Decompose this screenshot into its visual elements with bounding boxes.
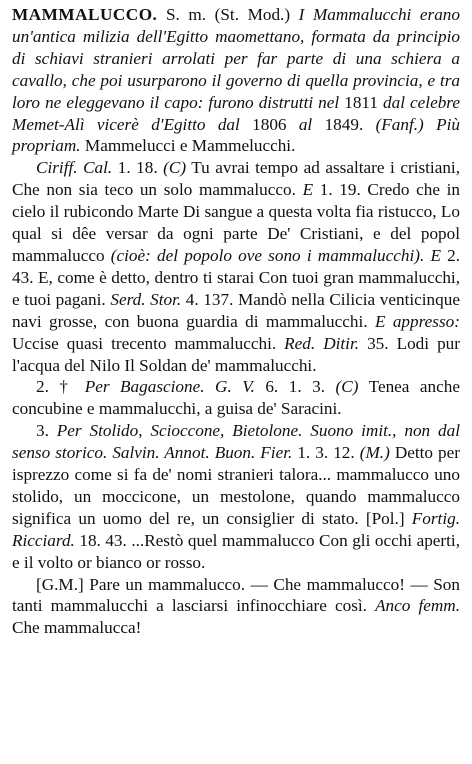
text-segment: Tenea anche concubine e mammalucchi, a guisa de' Saracini. — [12, 377, 461, 419]
italic-segment: dal celebre Memet-Alì vicerè d'Egitto dal — [12, 92, 460, 134]
italic-segment: Più propriam. — [12, 114, 461, 156]
italic-segment: (C) — [163, 158, 187, 178]
italic-segment: (Fanf.) — [375, 114, 424, 134]
text-segment: 2. † — [36, 377, 85, 397]
text-segment: 18. 43. ...Restò quel mammalucco Con gli occhi aperti, e il volto or bianco or rosso. — [12, 530, 460, 572]
grammatical-info: S. m. (St. Mod.) — [157, 5, 299, 24]
text-segment: Detto per isprezzo come si fa de' nomi stranieri talora... mammalucco uno stolido, un moccicone, un mestolone, quando mammalucco significa un uomo del re, un consiglier di stato. [Pol.] — [12, 443, 461, 528]
citations-ciriff-paragraph — [12, 157, 460, 376]
italic-segment: (C) — [335, 377, 359, 397]
sense-2-paragraph — [12, 376, 460, 420]
italic-segment: al — [286, 114, 325, 134]
italic-segment: E — [302, 180, 314, 200]
entry-body — [12, 157, 460, 639]
text-segment: 3. — [36, 421, 57, 441]
italic-segment: E — [430, 245, 441, 265]
text-segment: 1. 3. 12. — [292, 443, 360, 463]
italic-segment: (M.) — [359, 443, 390, 463]
text-segment: 1. 18. — [112, 158, 164, 178]
definition — [12, 5, 460, 155]
italic-segment: Red. Ditir. — [284, 333, 360, 353]
text-segment: 2. 43. E, come è detto, dentro ti starai Con tuoi gran mammalucchi, e tuoi pagani. — [12, 245, 461, 309]
entry-paragraph — [12, 4, 460, 157]
italic-segment: E appresso: — [374, 311, 460, 331]
text-segment: 1. 19. Credo che in cielo il rubicondo Marte Di sangue a questa volta fia ristucco, Lo qual si dêe versar da ogni parte De' Cristiani, e del popol mammalucco — [12, 180, 460, 265]
text-segment: 6. 1. 3. — [254, 377, 336, 397]
italic-segment: I Mammalucchi erano un'antica milizia dell'Egitto maomettano, formata da principio di schiavi stranieri arrolati per far parte di una schiera a cavallo, che poi usurparono il governo di quella provincia, e tra loro ne eleggevano il capo: furono distrutti nel — [12, 5, 460, 112]
text-segment — [424, 115, 436, 134]
sense-3-paragraph — [12, 420, 460, 573]
text-segment: 35. Lodi pur l'acqua del Nilo Il Soldan de' mammalucchi. — [12, 333, 460, 375]
headword: MAMMALUCCO. — [12, 5, 158, 24]
text-segment: Mammelucci e Mammelucchi. — [80, 136, 296, 156]
text-segment: Che mammalucca! — [12, 618, 142, 638]
text-segment: [G.M.] Pare un mammalucco. — Che mammalucco! — Son tanti mammalucchi a lasciarsi infinocchiare così. — [12, 574, 460, 616]
text-segment: Tu avrai tempo ad assaltare i cristiani, Che non sia teco un solo mammalucco. — [12, 158, 461, 200]
text-segment: 1849. — [324, 114, 376, 134]
italic-segment: Per Bagascione. G. V. — [84, 377, 255, 397]
italic-segment: Fortig. Ricciard. — [12, 508, 460, 550]
italic-segment: Anco femm. — [375, 596, 460, 616]
gm-note-paragraph — [12, 574, 460, 640]
italic-segment: Serd. Stor. — [110, 289, 182, 309]
italic-segment: Ciriff. Cal. — [36, 158, 113, 178]
italic-segment: (cioè: del popolo ove sono i mammalucchi). — [110, 245, 425, 265]
text-segment: 1811 — [344, 92, 378, 112]
text-segment: 4. 137. Mandò nella Cilicia venticinque navi grosse, con buona guardia di mammalucchi. — [12, 289, 460, 331]
text-segment: Uccise quasi trecento mammalucchi. — [12, 333, 285, 353]
italic-segment: Per Stolido, Scioccone, Bietolone. Suono imit., non dal senso storico. Salvin. Annot. Buon. Fier. — [12, 421, 460, 463]
text-segment: 1806 — [252, 114, 287, 134]
